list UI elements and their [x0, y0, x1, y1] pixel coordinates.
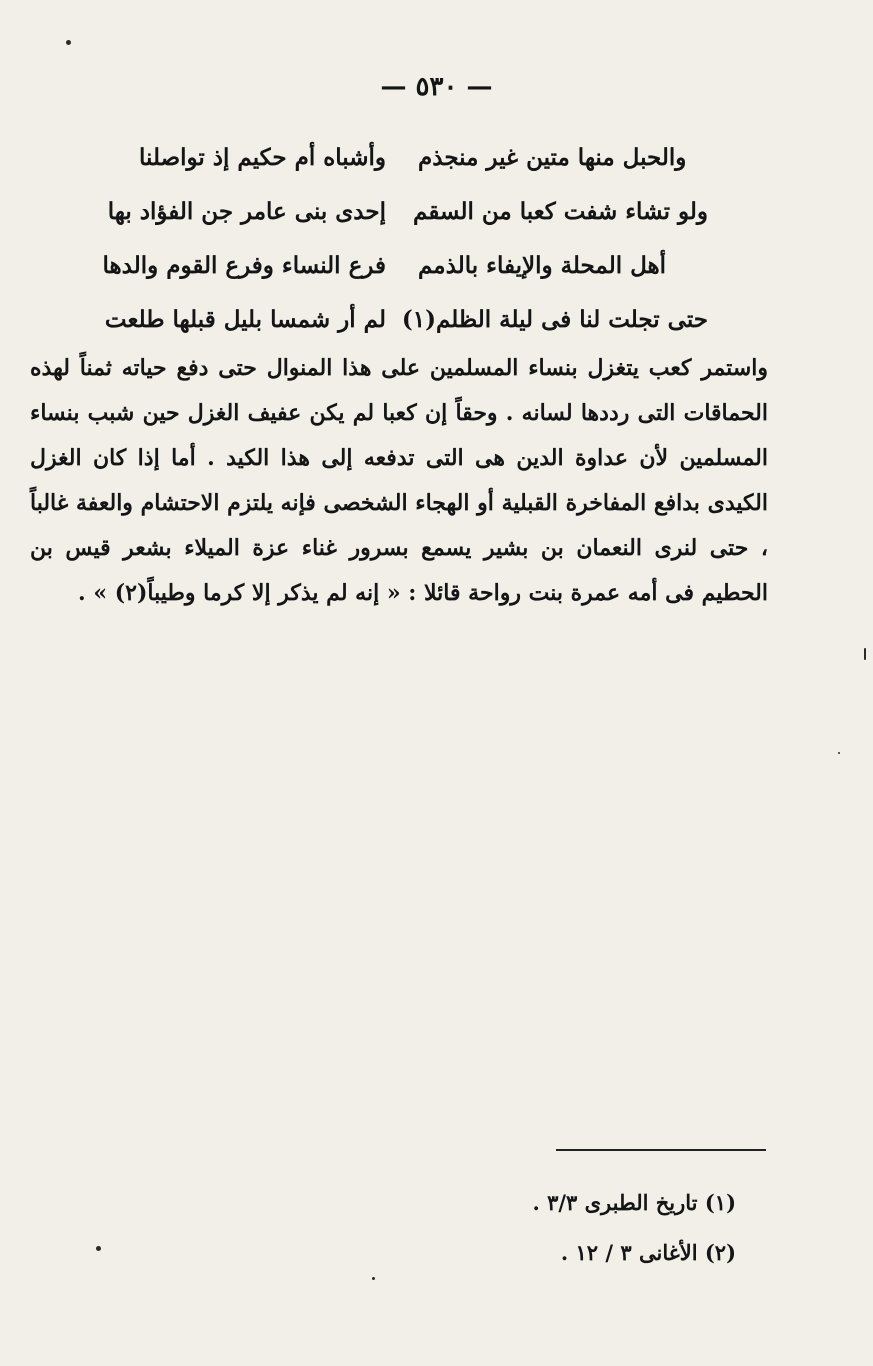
verse-line [96, 292, 708, 346]
ink-speck [864, 648, 866, 660]
verse-first-hemistich: وأشباه أم حكيم إذ تواصلنا [139, 143, 386, 171]
verse-line [96, 130, 708, 184]
verse-first-hemistich: إحدى بنى عامر جن الفؤاد بها [107, 197, 386, 225]
verse-second-hemistich: ولو تشاء شفت كعبا من السقم [413, 197, 708, 225]
footnote: (١) تاريخ الطبرى ٣/٣ . [532, 1190, 736, 1215]
verse-second-hemistich: أهل المحلة والإيفاء بالذمم [418, 251, 667, 279]
footnotes [430, 1178, 736, 1278]
ink-speck [66, 40, 71, 45]
verse-second-hemistich: حتى تجلت لنا فى ليلة الظلم(١) [401, 305, 708, 333]
footnote: (٢) الأغانى ٣ / ١٢ . [560, 1240, 736, 1265]
ink-speck [96, 1246, 101, 1251]
verse-line [96, 184, 708, 238]
footnote-divider [556, 1149, 766, 1151]
poem-verses [96, 130, 708, 346]
ink-speck [838, 752, 840, 754]
body-paragraph [30, 346, 768, 616]
paragraph-text: واستمر كعب يتغزل بنساء المسلمين على هذا المنوال حتى دفع حياته ثمناً لهذه الحماقات التى رددها لسانه . وحقاً إن كعبا لم يكن عفيف الغزل حين شبب بنساء المسلمين لأن عداوة الدين هى التى تدفعه إلى هذا الكيد . أما إذا كان الغزل الكيدى بدافع المفاخرة القبلية أو الهجاء الشخصى فإنه يلتزم الاحتشام والعفة غالباً ، حتى لنرى النعمان بن بشير يسمع بسرور غناء عزة الميلاء بشعر قيس بن الحطيم فى أمه عمرة بنت رواحة قائلا : « إنه لم يذكر إلا كرما وطيباً(٢) » . [30, 355, 768, 606]
verse-line [96, 238, 708, 292]
page-number: — ٥٣٠ — [380, 72, 493, 102]
verse-first-hemistich: لم أر شمسا بليل قبلها طلعت [104, 305, 386, 333]
verse-first-hemistich: فرع النساء وفرع القوم والدها [102, 251, 386, 279]
ink-speck [372, 1277, 375, 1280]
verse-second-hemistich: والحبل منها متين غير منجذم [418, 143, 687, 171]
